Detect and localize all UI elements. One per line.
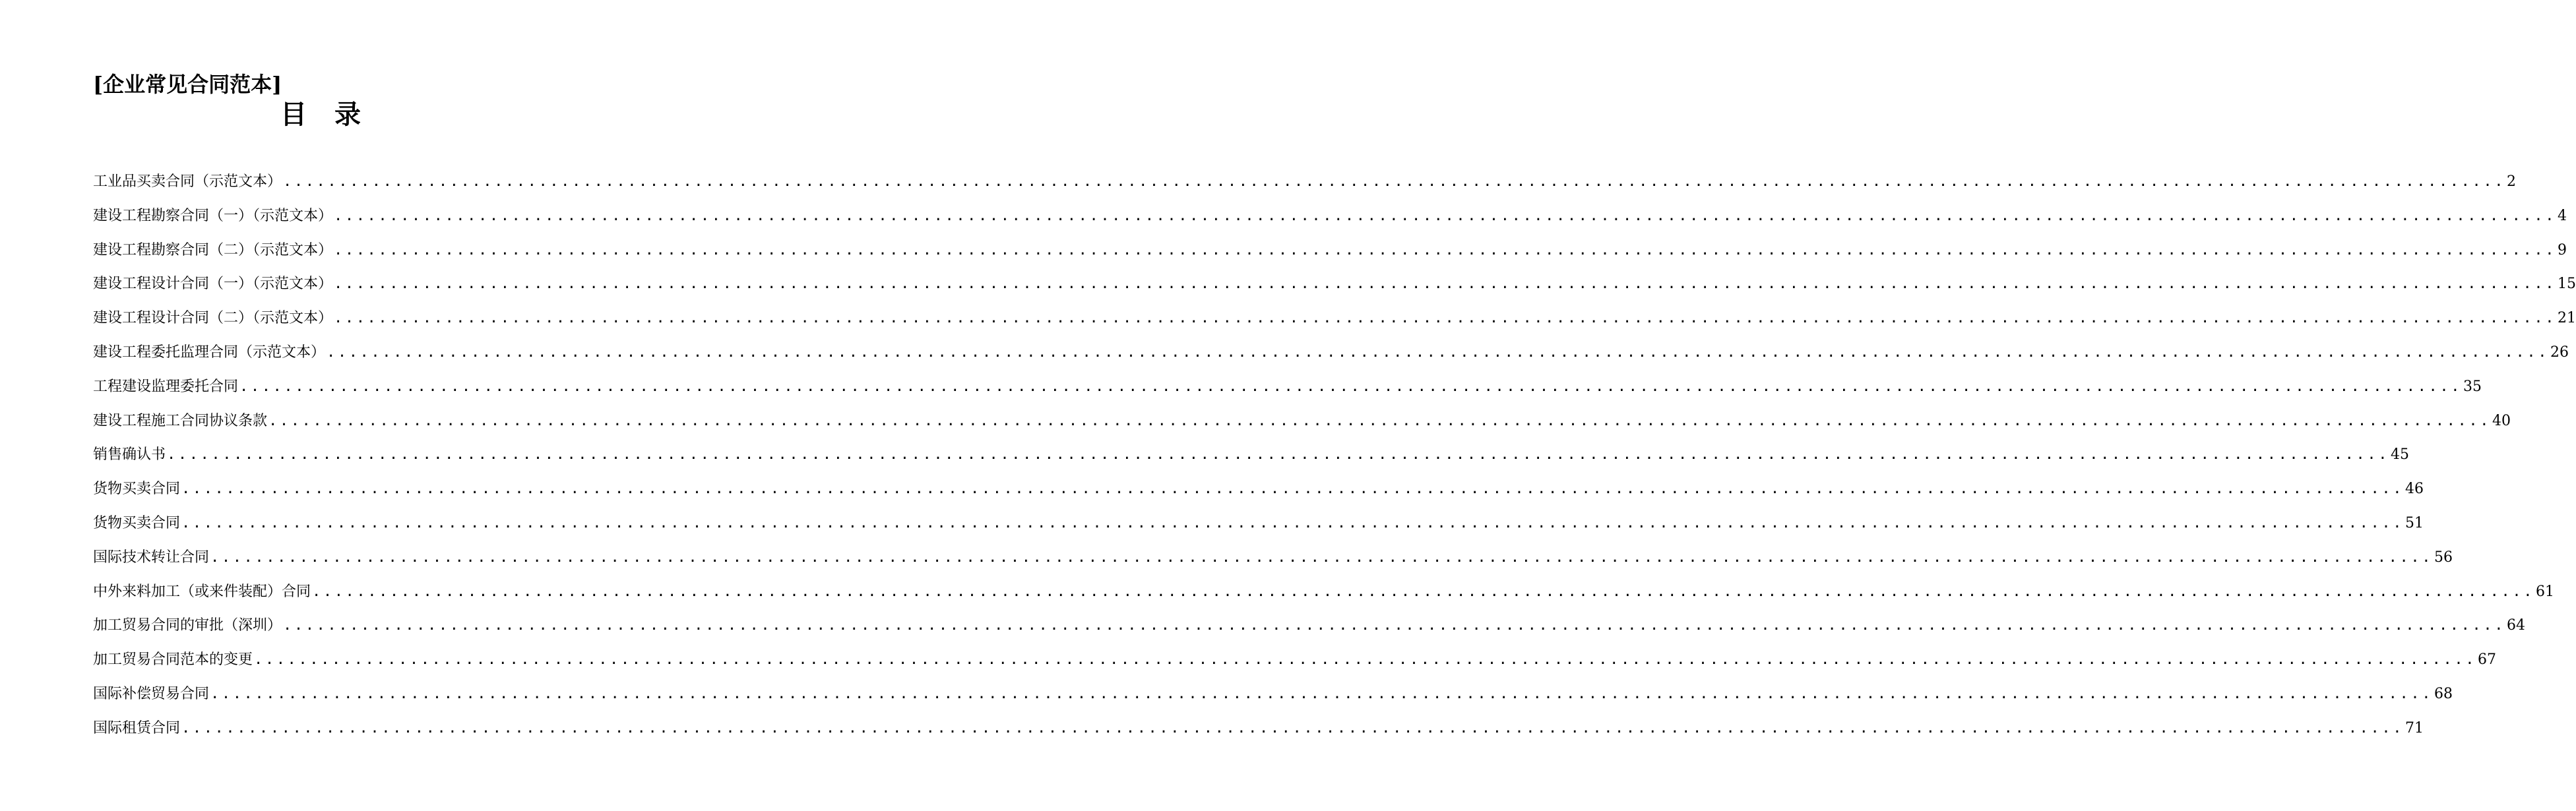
toc-entry[interactable]: [93, 233, 2567, 268]
toc-entry-label: 建设工程设计合同（一）（示范文本）: [93, 276, 333, 293]
toc-dot-leader: ........................................................................................................................................................................................................: [334, 276, 2557, 293]
toc-dot-leader: ........................................................................................................................................................................................................: [283, 617, 2506, 634]
toc-entry-label: 国际租赁合同: [93, 719, 181, 736]
toc-entry[interactable]: [93, 643, 2497, 677]
toc-dot-leader: ........................................................................................................................................................................................................: [181, 481, 2404, 498]
toc-entry-page-number: 56: [2434, 549, 2453, 566]
toc-dot-leader: ........................................................................................................................................................................................................: [181, 514, 2404, 531]
toc-entry-label: 建设工程设计合同（二）（示范文本）: [93, 310, 333, 327]
toc-entry-label: 建设工程勘察合同（二）（示范文本）: [93, 241, 333, 258]
toc-dot-leader: ........................................................................................................................................................................................................: [327, 344, 2550, 361]
toc-entry-page-number: 40: [2492, 412, 2511, 429]
toc-entry[interactable]: [93, 541, 2453, 575]
toc-entry-page-number: 51: [2405, 514, 2424, 531]
toc-entry-page-number: 61: [2536, 583, 2555, 600]
toc-entry[interactable]: [93, 711, 2424, 746]
toc-entry[interactable]: [93, 404, 2511, 438]
toc-entry[interactable]: [93, 267, 2576, 301]
toc-dot-leader: ........................................................................................................................................................................................................: [239, 378, 2463, 395]
toc-entry-page-number: 9: [2558, 241, 2567, 258]
toc-entry-label: 建设工程委托监理合同（示范文本）: [93, 344, 326, 361]
toc-entry-page-number: 4: [2558, 207, 2567, 224]
toc-entry-label: 建设工程勘察合同（一）（示范文本）: [93, 207, 333, 224]
toc-dot-leader: ........................................................................................................................................................................................................: [334, 207, 2557, 224]
toc-entry-label: 国际技术转让合同: [93, 549, 210, 566]
toc-entry-label: 建设工程施工合同协议条款: [93, 412, 268, 429]
toc-entry-page-number: 46: [2405, 481, 2424, 498]
toc-dot-leader: ........................................................................................................................................................................................................: [210, 549, 2434, 566]
toc-entry[interactable]: [93, 370, 2482, 404]
toc-entry[interactable]: [93, 199, 2567, 233]
toc-entry-page-number: 15: [2558, 276, 2576, 293]
toc-entry-label: 国际补偿贸易合同: [93, 685, 210, 702]
toc-dot-leader: ........................................................................................................................................................................................................: [334, 310, 2557, 327]
toc-entry-label: 工程建设监理委托合同: [93, 378, 239, 395]
toc-dot-leader: ........................................................................................................................................................................................................: [167, 446, 2390, 464]
toc-entry[interactable]: [93, 472, 2424, 506]
toc-entry-label: 货物买卖合同: [93, 481, 181, 498]
toc-entry-page-number: 68: [2434, 685, 2453, 702]
toc-entry-page-number: 71: [2405, 719, 2424, 736]
toc-entry-page-number: 67: [2478, 651, 2497, 669]
toc-dot-leader: ........................................................................................................................................................................................................: [181, 719, 2404, 736]
toc-entry[interactable]: [93, 506, 2424, 541]
toc-entry-page-number: 21: [2558, 310, 2576, 327]
toc-entry-page-number: 26: [2550, 344, 2569, 361]
toc-entry-label: 中外来料加工（或来件装配）合同: [93, 583, 311, 600]
toc-entry-label: 加工贸易合同范本的变更: [93, 651, 253, 669]
toc-entry[interactable]: [93, 677, 2453, 711]
toc-entry-label: 加工贸易合同的审批（深圳）: [93, 617, 282, 634]
toc-entry-page-number: 64: [2507, 617, 2526, 634]
toc-dot-leader: ........................................................................................................................................................................................................: [268, 412, 2492, 429]
toc-entry-label: 货物买卖合同: [93, 514, 181, 531]
toc-dot-leader: ........................................................................................................................................................................................................: [334, 241, 2557, 258]
toc-dot-leader: ........................................................................................................................................................................................................: [210, 685, 2434, 702]
document-title: [企业常见合同范本]: [93, 72, 282, 97]
toc-entry-label: 销售确认书: [93, 446, 166, 464]
toc-dot-leader: ........................................................................................................................................................................................................: [283, 173, 2506, 190]
toc-entry-page-number: 45: [2391, 446, 2410, 464]
table-of-contents: [93, 165, 2576, 746]
toc-entry[interactable]: [93, 438, 2410, 472]
toc-heading: 目 录: [280, 99, 370, 130]
toc-entry[interactable]: [93, 336, 2569, 370]
toc-entry[interactable]: [93, 609, 2526, 643]
toc-entry-page-number: 2: [2507, 173, 2517, 190]
toc-entry-page-number: 35: [2463, 378, 2482, 395]
toc-dot-leader: ........................................................................................................................................................................................................: [254, 651, 2477, 669]
toc-entry[interactable]: [93, 165, 2517, 199]
toc-entry[interactable]: [93, 301, 2576, 336]
toc-dot-leader: ........................................................................................................................................................................................................: [312, 583, 2535, 600]
toc-entry[interactable]: [93, 575, 2555, 609]
toc-entry-label: 工业品买卖合同（示范文本）: [93, 173, 282, 190]
